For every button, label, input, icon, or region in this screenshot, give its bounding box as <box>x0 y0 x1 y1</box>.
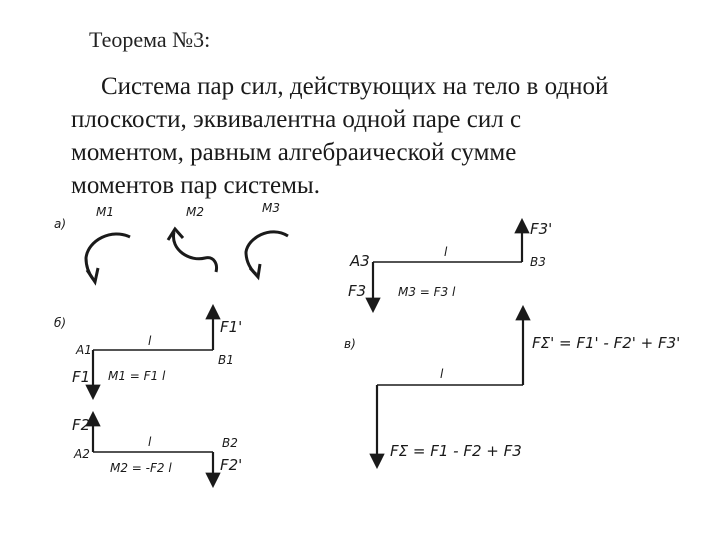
pair-2-moment: M2 = -F2 l <box>110 461 172 475</box>
resultant-force-up-label: FΣ' = F1' - F2' + F3' <box>532 334 681 352</box>
panel-a-tag: а) <box>54 217 67 231</box>
moment-3-arc <box>246 232 288 277</box>
moment-2-arc <box>168 229 217 272</box>
pair-3-force-up-label: F3' <box>530 220 553 238</box>
statement-line-1: Система пар сил, действующих на тело в одной <box>101 73 609 100</box>
panel-b-tag: б) <box>54 316 67 330</box>
resultant-arm-label: l <box>440 367 444 381</box>
panel-b <box>54 307 242 485</box>
pair-2 <box>72 414 242 485</box>
pair-3 <box>348 220 552 310</box>
pair-3-point-right: B3 <box>530 255 546 269</box>
moment-1-arc <box>86 234 130 282</box>
pair-1-arm-label: l <box>148 334 152 348</box>
pair-3-moment: M3 = F3 l <box>398 285 456 299</box>
panel-v-tag: в) <box>344 337 356 351</box>
pair-1-moment: M1 = F1 l <box>108 369 166 383</box>
pair-3-force-down-label: F3 <box>348 282 367 300</box>
statement-line-4: моментов пар системы. <box>71 172 320 199</box>
pair-2-force-down-label: F2' <box>220 456 243 474</box>
pair-2-point-left: A2 <box>74 447 90 461</box>
pair-1-force-up-label: F1' <box>220 318 243 336</box>
moment-3-label: М3 <box>262 201 280 215</box>
pair-1-force-down-label: F1 <box>72 368 91 386</box>
moment-1-label: М1 <box>96 205 114 219</box>
statement-line-2: плоскости, эквивалентна одной паре сил с <box>71 106 522 133</box>
statement-line-3: моментом, равным алгебраической сумме <box>71 139 517 166</box>
resultant-force-down-label: FΣ = F1 - F2 + F3 <box>390 442 522 460</box>
pair-1-point-right: B1 <box>218 353 234 367</box>
pair-2-force-up-label: F2 <box>72 416 91 434</box>
pair-2-arm-label: l <box>148 435 152 449</box>
panel-a <box>54 201 288 282</box>
pair-1 <box>72 307 242 397</box>
pair-3-point-left: A3 <box>350 252 370 270</box>
moment-2-label: М2 <box>186 205 204 219</box>
pair-3-arm-label: l <box>444 245 448 259</box>
slide-title: Теорема №3: <box>89 27 211 52</box>
panel-v <box>344 308 680 466</box>
pair-1-point-left: A1 <box>76 343 92 357</box>
pair-2-point-right: B2 <box>222 436 238 450</box>
